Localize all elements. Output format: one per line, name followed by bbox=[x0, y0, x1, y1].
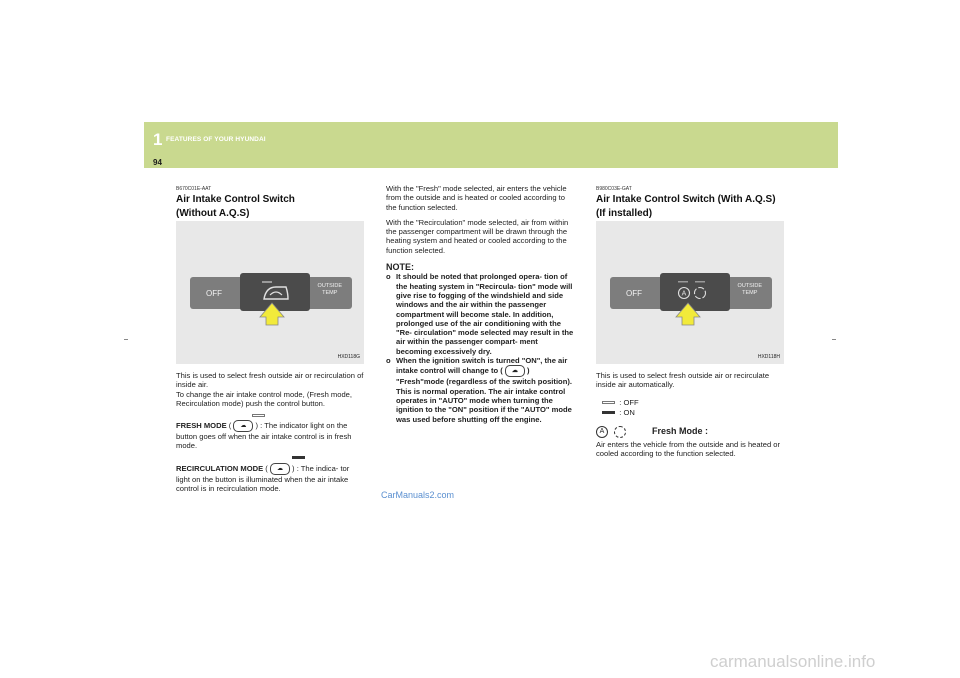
paragraph: This is used to select fresh outside air or recirculation of inside air. bbox=[176, 371, 364, 390]
fresh-indicator bbox=[176, 410, 364, 420]
indicator-legend bbox=[596, 398, 784, 418]
chapter-title: FEATURES OF YOUR HYUNDAI bbox=[166, 136, 266, 143]
watermark-carmanuals2[interactable]: CarManuals2.com bbox=[381, 490, 455, 500]
column-3-body bbox=[596, 371, 784, 458]
chapter-number: 1 bbox=[153, 130, 163, 149]
section-title bbox=[596, 193, 784, 221]
off-legend: : OFF bbox=[602, 398, 784, 408]
recirc-indicator bbox=[176, 453, 364, 463]
a-mode-icon: A bbox=[596, 426, 608, 438]
off-indicator-icon bbox=[602, 401, 615, 404]
section-code: B670C01E-AAT bbox=[176, 186, 212, 192]
recirc-circle-icon bbox=[614, 426, 626, 438]
section-title bbox=[176, 193, 364, 221]
paragraph: To change the air intake control mode, (Fresh mode, Recirculation mode) push the control button. bbox=[176, 389, 353, 408]
crop-mark-right bbox=[832, 339, 836, 340]
off-label: OFF bbox=[206, 289, 222, 298]
recirculation-mode-label: RECIRCULATION MODE bbox=[176, 463, 264, 473]
crop-mark-left bbox=[124, 339, 128, 340]
fresh-mode-icon: ☁ bbox=[505, 365, 525, 377]
note-list bbox=[386, 272, 574, 423]
note-item: o When the ignition switch is turned "ON", the air intake control will change to ( ☁ ) "Fresh"mode (regardless of the switch position). This is normal operation. The air intake control operates in "AUTO" mode when turning the ignition to the "ON" position if the "AUTO" mode was used before shutting off the engine. bbox=[386, 356, 572, 424]
column-3 bbox=[596, 186, 784, 221]
column-2 bbox=[386, 184, 574, 424]
svg-text:A: A bbox=[681, 290, 687, 298]
paragraph: This is used to select fresh outside air or recirculate inside air automatically. bbox=[596, 371, 770, 390]
page-number: 94 bbox=[153, 158, 162, 167]
fresh-mode-label: Fresh Mode : bbox=[652, 425, 709, 436]
section-code: B980C03E-GAT bbox=[596, 186, 632, 192]
title-line-1: Air Intake Control Switch bbox=[176, 194, 295, 205]
switch-photo-with-aqs bbox=[596, 221, 784, 364]
recirculation-mode-paragraph: RECIRCULATION MODE ( ☁ ) : The indica- tor light on the button is illuminated when the air intake control is in recirculation mode. bbox=[176, 463, 350, 494]
paragraph: Air enters the vehicle from the outside and is heated or cooled according to the function selected. bbox=[596, 439, 781, 458]
chapter-banner bbox=[144, 122, 838, 168]
switch-photo-without-aqs bbox=[176, 221, 364, 364]
note-title: NOTE: bbox=[386, 262, 414, 273]
fresh-mode-icon: ☁ bbox=[233, 420, 253, 432]
title-line-2: (If installed) bbox=[596, 208, 653, 219]
fresh-mode-label: FRESH MODE bbox=[176, 421, 227, 431]
photo-code: HXD118G bbox=[337, 354, 360, 360]
watermark-carmanualsonline[interactable]: carmanualsonline.info bbox=[710, 652, 876, 671]
title-line-1: Air Intake Control Switch (With A.Q.S) bbox=[596, 194, 776, 205]
note-item: o It should be noted that prolonged opera- tion of the heating system in "Recircula- tion" mode will give rise to fogging of the windshield and side windows and the air within the passenger compartment will become stale. In addition, prolonged use of the air conditioning with the "Re- circulation" mode selected may result in the air within the passenger compart- ment becoming excessively dry. bbox=[386, 272, 574, 356]
temp-label: TEMP bbox=[322, 290, 338, 296]
paragraph: With the "Fresh" mode selected, air enters the vehicle from the outside and is heated or cooled according to the function selected. bbox=[386, 184, 567, 212]
off-label: OFF bbox=[626, 289, 642, 298]
outside-label: OUTSIDE bbox=[317, 283, 342, 289]
paragraph: With the "Recirculation" mode selected, air from within the passenger compartment will be drawn through the heating system and heated or cooled according to the function selected. bbox=[386, 217, 569, 255]
temp-label: TEMP bbox=[742, 290, 758, 296]
recirculation-mode-icon: ☁ bbox=[270, 463, 290, 475]
column-1 bbox=[176, 186, 364, 221]
pointer-arrow-icon bbox=[596, 221, 784, 364]
fresh-mode-heading bbox=[596, 426, 784, 438]
on-legend: : ON bbox=[602, 408, 784, 418]
pointer-arrow-icon bbox=[176, 221, 364, 364]
on-indicator-icon bbox=[602, 411, 615, 414]
fresh-mode-text: : The indicator light on the button goes off when the air intake control is in fresh mode. bbox=[176, 421, 352, 451]
outside-label: OUTSIDE bbox=[737, 283, 762, 289]
recirculation-mode-text: : The indica- tor light on the button is illuminated when the air intake control is in recirculation mode. bbox=[176, 463, 350, 494]
fresh-mode-paragraph: FRESH MODE ( ☁ ) : The indicator light on the button goes off when the air intake control is in fresh mode. bbox=[176, 421, 352, 451]
column-1-body bbox=[176, 371, 364, 493]
title-line-2: (Without A.Q.S) bbox=[176, 208, 250, 219]
photo-code: HXD118H bbox=[757, 354, 780, 360]
